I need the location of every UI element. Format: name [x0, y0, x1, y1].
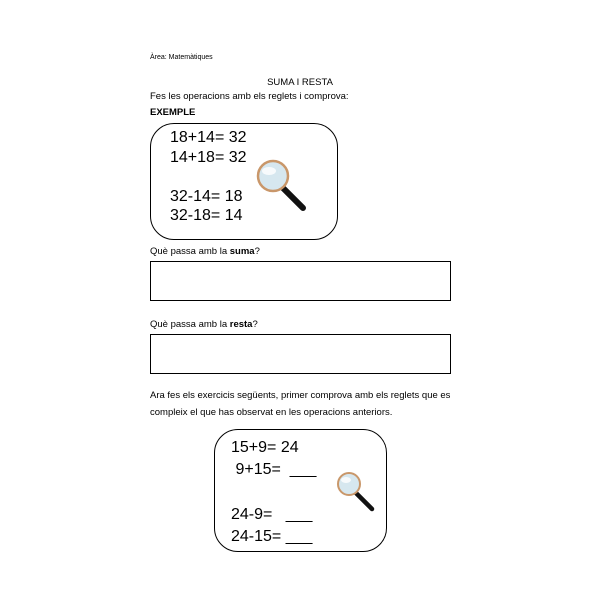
subtraction-answer-box[interactable]	[150, 334, 451, 374]
exercise-instructions-line: Ara fes els exercicis següents, primer comprova amb els reglets que es	[150, 390, 451, 401]
example-box	[150, 123, 338, 240]
question-prefix: Què passa amb la	[150, 246, 230, 257]
question-keyword: suma	[229, 246, 255, 257]
exercise-operation: 15+9= 24	[231, 439, 299, 456]
question-prefix: Què passa amb la	[150, 319, 230, 330]
instruction-text: Fes les operacions amb els reglets i comprova:	[150, 91, 349, 102]
exercise-operation[interactable]: 24-15= ___	[231, 528, 313, 545]
example-operation: 32-14= 18	[170, 188, 243, 205]
exercise-box	[214, 429, 387, 552]
subject-area-label: Àrea: Matemàtiques	[150, 54, 213, 61]
exercise-operation[interactable]: 24-9= ___	[231, 506, 313, 523]
exercise-instructions	[150, 387, 460, 421]
example-operation: 18+14= 32	[170, 129, 247, 146]
exercise-operation[interactable]: 9+15= ___	[231, 461, 317, 478]
question-suffix: ?	[254, 246, 260, 257]
example-heading: EXEMPLE	[150, 107, 196, 118]
example-operation: 14+18= 32	[170, 149, 247, 166]
question-suffix: ?	[252, 319, 258, 330]
subtraction-question	[150, 319, 258, 330]
magnifying-glass-icon	[335, 470, 377, 512]
exercise-instructions-line: compleix el que has observat en les operacions anteriors.	[150, 407, 393, 418]
sum-question	[150, 246, 260, 257]
question-keyword: resta	[229, 319, 253, 330]
sum-answer-box[interactable]	[150, 261, 451, 301]
worksheet-title	[0, 77, 600, 88]
example-operation: 32-18= 14	[170, 207, 243, 224]
worksheet-title-text: SUMA I RESTA	[267, 77, 333, 88]
magnifying-glass-icon	[254, 156, 310, 212]
